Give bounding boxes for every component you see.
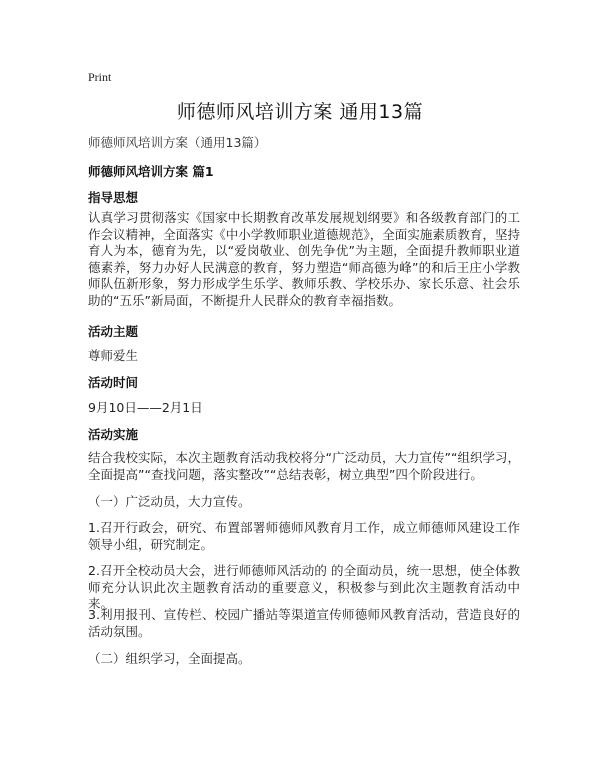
guiding-heading: 指导思想 [88,190,139,205]
time-heading: 活动时间 [88,375,139,390]
stage-two-heading: （二）组织学习，全面提高。 [88,651,251,666]
print-label: Print [88,70,112,84]
guiding-paragraph: 认真学习贯彻落实《国家中长期教育改革发展规划纲要》和各级教育部门的工作会议精神，全面落实《中小学教师职业道德规范》，全面实施素质教育，坚持育人为本，德育为先，以“爱岗敬业、创先争优”为主题，全面提升教师职业道德素养，努力办好人民满意的教育，努力塑造“师高德为峰”的和后王庄小学教师队伍新形象，努力形成学生乐学、教师乐教、学校乐办、家长乐意、社会乐助的“五乐”新局面，不断提升人民群众的教育幸福指数。 [88,210,520,308]
part-title: 师德师风培训方案 篇1 [88,164,214,179]
stage-one-heading: （一）广泛动员，大力宣传。 [88,494,251,509]
list-item-2: 2.召开全校动员大会，进行师德师风活动的 的全面动员，统一思想，使全体教师充分认识此次主题教育活动的重要意义，积极参与到此次主题教育活动中来。 [88,563,520,611]
document-subtitle: 师德师风培训方案（通用13篇） [88,135,267,150]
list-item-3: 3.利用报刊、宣传栏、校园广播站等渠道宣传师德师风教育活动，营造良好的活动氛围。 [88,607,520,639]
time-paragraph: 9月10日——2月1日 [88,400,203,415]
theme-heading: 活动主题 [88,324,139,339]
list-item-1: 1.召开行政会，研究、布置部署师德师风教育月工作，成立师德师风建设工作领导小组，研究制定。 [88,520,520,552]
implementation-heading: 活动实施 [88,427,139,442]
document-title: 师德师风培训方案 通用13篇 [176,101,424,123]
implementation-paragraph: 结合我校实际，本次主题教育活动我校将分“广泛动员，大力宣传”“组织学习，全面提高”“查找问题，落实整改”“总结表彰，树立典型”四个阶段进行。 [88,450,520,482]
theme-paragraph: 尊师爱生 [88,348,139,363]
